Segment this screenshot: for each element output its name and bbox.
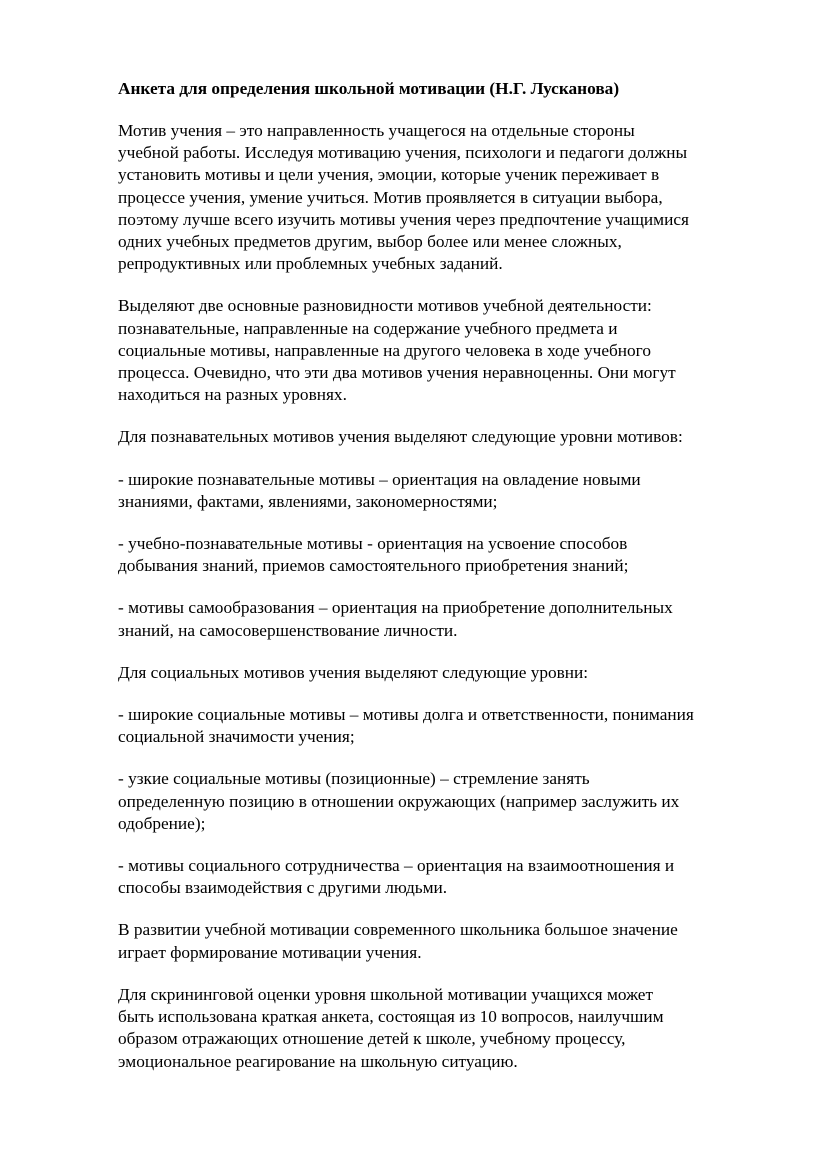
- text-line: поэтому лучше всего изучить мотивы учения через предпочтение учащимися: [118, 209, 689, 229]
- text-line: - широкие социальные мотивы – мотивы долга и ответственности, понимания: [118, 705, 694, 725]
- paragraph-motive-definition: [118, 120, 778, 275]
- text-line: - мотивы социального сотрудничества – ориентация на взаимоотношения и: [118, 856, 675, 876]
- text-line: В развитии учебной мотивации современного школьника большое значение: [118, 920, 678, 940]
- text-line: играет формирование мотивации учения.: [118, 942, 422, 962]
- text-line: установить мотивы и цели учения, эмоции, которые ученик переживает в: [118, 165, 660, 185]
- text-line: Для социальных мотивов учения выделяют следующие уровни:: [118, 662, 589, 682]
- document-title: Анкета для определения школьной мотивации (Н.Г. Лусканова): [118, 79, 620, 98]
- text-line: Для скрининговой оценки уровня школьной мотивации учащихся может: [118, 984, 654, 1004]
- paragraph-motive-types: [118, 295, 778, 406]
- list-item-self-education: [118, 597, 778, 641]
- paragraph-cognitive-levels-intro: [118, 426, 778, 448]
- text-line: - учебно-познавательные мотивы - ориентация на усвоение способов: [118, 534, 628, 554]
- text-line: познавательные, направленные на содержание учебного предмета и: [118, 318, 618, 338]
- text-line: процесса. Очевидно, что эти два мотивов учения неравноценны. Они могут: [118, 363, 676, 383]
- text-line: социальной значимости учения;: [118, 727, 355, 747]
- list-item-broad-social: [118, 704, 778, 748]
- text-line: находиться на разных уровнях.: [118, 385, 347, 405]
- text-line: - широкие познавательные мотивы – ориентация на овладение новыми: [118, 469, 641, 489]
- text-line: Мотив учения – это направленность учащегося на отдельные стороны: [118, 121, 635, 140]
- text-line: добывания знаний, приемов самостоятельного приобретения знаний;: [118, 556, 629, 576]
- text-line: социальные мотивы, направленные на другого человека в ходе учебного: [118, 340, 651, 360]
- paragraph-screening-questionnaire: [118, 984, 778, 1073]
- text-line: знаниями, фактами, явлениями, закономерностями;: [118, 491, 498, 511]
- list-item-educational-cognitive: [118, 533, 778, 577]
- text-line: эмоциональное реагирование на школьную ситуацию.: [118, 1051, 518, 1071]
- text-line: - мотивы самообразования – ориентация на приобретение дополнительных: [118, 598, 673, 618]
- text-line: репродуктивных или проблемных учебных заданий.: [118, 254, 503, 274]
- list-item-narrow-social: [118, 768, 778, 835]
- list-item-broad-cognitive: [118, 469, 778, 513]
- paragraph-social-levels-intro: [118, 662, 778, 684]
- text-line: способы взаимодействия с другими людьми.: [118, 878, 448, 898]
- text-line: Выделяют две основные разновидности мотивов учебной деятельности:: [118, 296, 652, 316]
- text-line: Для познавательных мотивов учения выделяют следующие уровни мотивов:: [118, 427, 683, 447]
- text-line: одних учебных предметов другим, выбор более или менее сложных,: [118, 232, 622, 252]
- paragraph-motivation-development: [118, 919, 778, 963]
- list-item-social-cooperation: [118, 855, 778, 899]
- text-line: учебной работы. Исследуя мотивацию учения, психологи и педагоги должны: [118, 143, 688, 163]
- text-line: знаний, на самосовершенствование личности.: [118, 620, 458, 640]
- text-line: одобрение);: [118, 813, 206, 833]
- text-line: определенную позицию в отношении окружающих (например заслужить их: [118, 791, 680, 811]
- document-page: [118, 78, 778, 1093]
- text-line: процессе учения, умение учиться. Мотив проявляется в ситуации выбора,: [118, 187, 663, 207]
- text-line: - узкие социальные мотивы (позиционные) – стремление занять: [118, 769, 590, 789]
- text-line: быть использована краткая анкета, состоящая из 10 вопросов, наилучшим: [118, 1007, 664, 1027]
- text-line: образом отражающих отношение детей к школе, учебному процессу,: [118, 1029, 626, 1049]
